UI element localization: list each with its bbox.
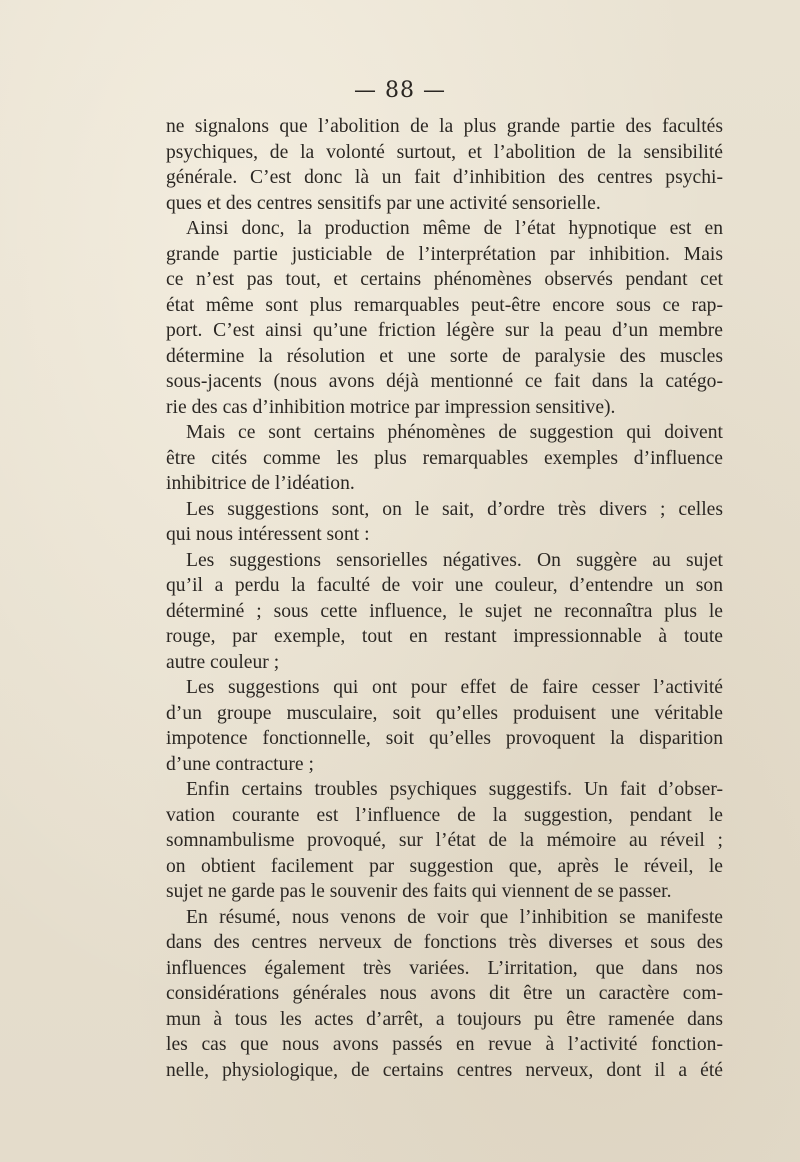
text-line: Mais ce sont certains phénomènes de suggestion qui doivent xyxy=(186,422,723,443)
text-line: état même sont plus remarquables peut-être encore sous ce rap- xyxy=(166,294,723,316)
text-line: grande partie justiciable de l’interprétation par inhibition. Mais xyxy=(166,243,723,265)
text-line: Enfin certains troubles psychiques suggestifs. Un fait d’obser- xyxy=(186,779,723,800)
text-line: Les suggestions sensorielles négatives. On suggère au sujet xyxy=(186,549,723,571)
text-line: dans des centres nerveux de fonctions très diverses et sous des xyxy=(166,932,723,953)
text-line: qu’il a perdu la faculté de voir une couleur, d’entendre un son xyxy=(166,575,723,596)
text-line: nelle, physiologique, de certains centres nerveux, dont il a été xyxy=(166,1059,723,1081)
text-line: déterminé ; sous cette influence, le sujet ne reconnaîtra plus le xyxy=(166,600,723,622)
text-line: impotence fonctionnelle, soit qu’elles provoquent la disparition xyxy=(166,728,723,749)
body-text xyxy=(166,114,723,1083)
text-line: Les suggestions qui ont pour effet de faire cesser l’activité xyxy=(186,677,723,698)
text-line: considérations générales nous avons dit être un caractère com- xyxy=(166,983,723,1004)
text-line: inhibitrice de l’idéation. xyxy=(166,473,355,494)
text-line: mun à tous les actes d’arrêt, a toujours pu être ramenée dans xyxy=(166,1008,723,1030)
text-line: port. C’est ainsi qu’une friction légère sur la peau d’un membre xyxy=(166,320,723,341)
text-line: somnambulisme provoqué, sur l’état de la mémoire au réveil ; xyxy=(166,830,723,851)
text-line: d’une contracture ; xyxy=(166,753,314,775)
text-line: rie des cas d’inhibition motrice par impression sensitive). xyxy=(166,396,616,418)
text-line: ce n’est pas tout, et certains phénomènes observés pendant cet xyxy=(166,269,723,290)
text-line: sujet ne garde pas le souvenir des faits qui viennent de se passer. xyxy=(166,881,672,902)
text-line: être cités comme les plus remarquables exemples d’influence xyxy=(166,447,723,469)
text-line: qui nous intéressent sont : xyxy=(166,524,370,545)
text-line: psychiques, de la volonté surtout, et l’abolition de la sensibilité xyxy=(166,141,723,163)
text-line: rouge, par exemple, tout en restant impressionnable à toute xyxy=(166,626,723,647)
text-line: En résumé, nous venons de voir que l’inhibition se manifeste xyxy=(186,906,723,928)
text-line: sous-jacents (nous avons déjà mentionné ce fait dans la catégo- xyxy=(166,371,723,392)
text-line: influences également très variées. L’irritation, que dans nos xyxy=(166,957,723,979)
text-line: Les suggestions sont, on le sait, d’ordre très divers ; celles xyxy=(186,498,723,520)
text-line: autre couleur ; xyxy=(166,651,280,673)
text-line: ne signalons que l’abolition de la plus grande partie des facultés xyxy=(166,116,723,137)
text-line: vation courante est l’influence de la suggestion, pendant le xyxy=(166,804,723,826)
text-line: Ainsi donc, la production même de l’état hypnotique est en xyxy=(186,218,723,239)
text-line: on obtient facilement par suggestion que, après le réveil, le xyxy=(166,855,723,877)
page-number: — 88 — xyxy=(354,78,446,103)
text-line: ques et des centres sensitifs par une activité sensorielle. xyxy=(166,192,601,214)
text-line: détermine la résolution et une sorte de paralysie des muscles xyxy=(166,345,723,367)
text-line: les cas que nous avons passés en revue à l’activité fonction- xyxy=(166,1034,723,1055)
text-line: d’un groupe musculaire, soit qu’elles produisent une véritable xyxy=(166,702,723,724)
text-line: générale. C’est donc là un fait d’inhibition des centres psychi- xyxy=(166,167,723,188)
